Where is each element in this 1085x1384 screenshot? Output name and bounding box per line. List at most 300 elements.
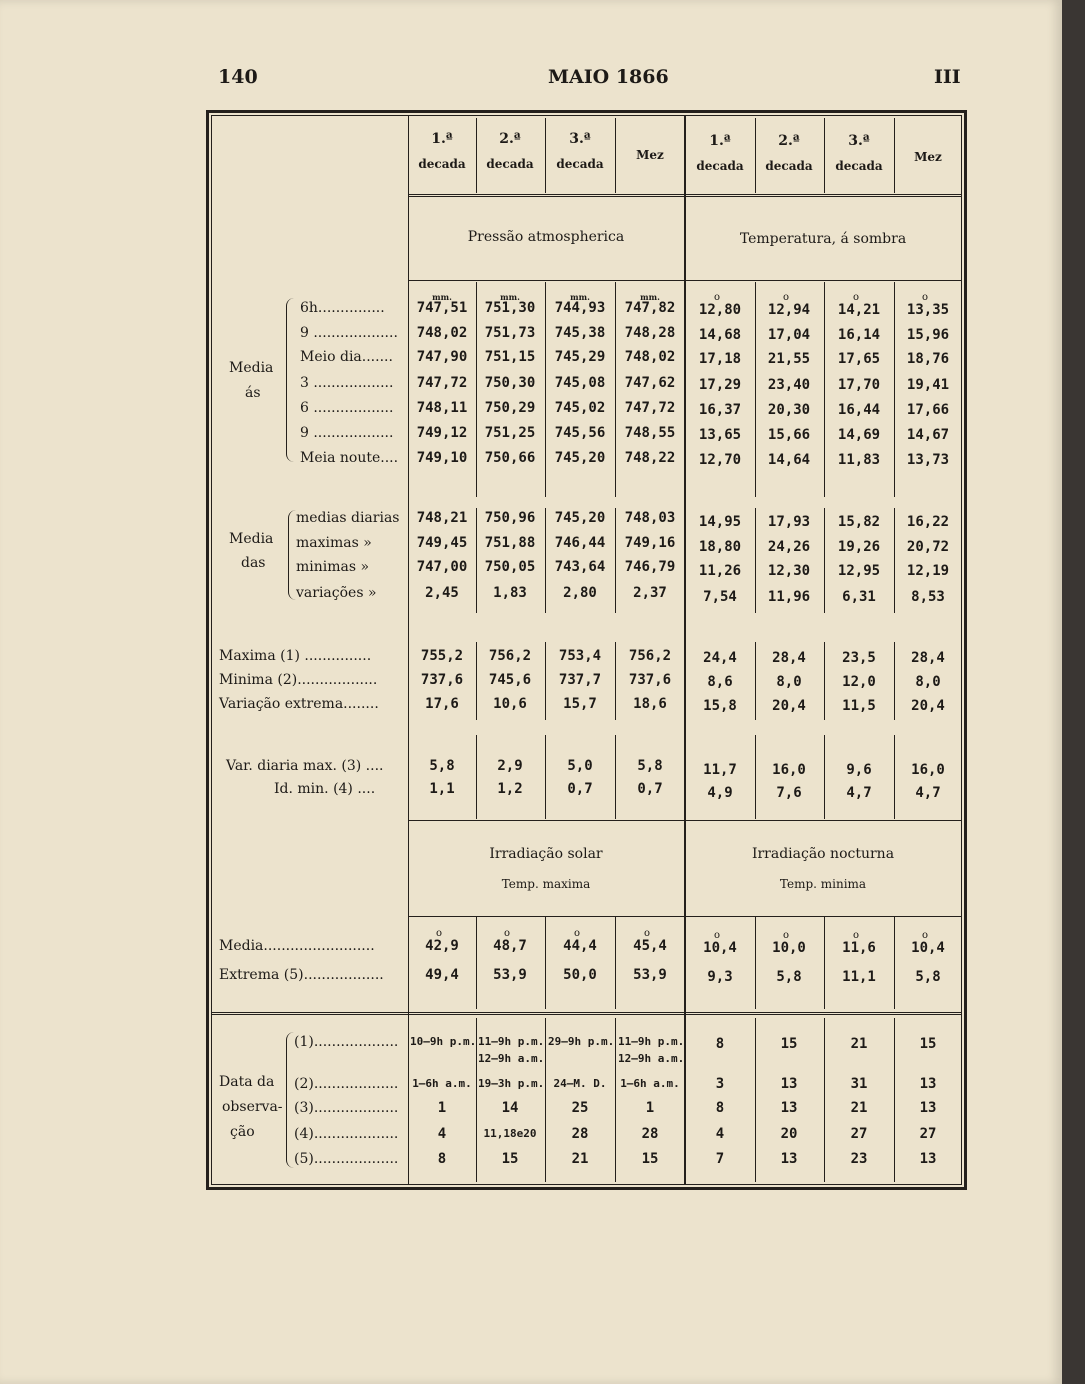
pressure-cell: 756,2 <box>628 648 672 664</box>
pressure-cell: 751,88 <box>484 535 536 551</box>
pressure-cell: 737,7 <box>558 672 602 688</box>
column-divider <box>894 735 895 819</box>
section-title-pressure: Pressão atmospherica <box>467 229 625 245</box>
page-title: MAIO 1866 <box>548 66 669 88</box>
column-divider <box>545 642 546 720</box>
date-cell: 15 <box>919 1036 937 1052</box>
date-cell: 11–9h p.m. <box>478 1035 545 1048</box>
temperature-cell: 18,80 <box>698 539 742 555</box>
date-cell: 20 <box>780 1126 798 1142</box>
pressure-cell: 5,8 <box>637 758 663 774</box>
temperature-cell: 17,70 <box>837 377 881 393</box>
pressure-cell: 751,73 <box>484 325 536 341</box>
temperature-cell: 20,72 <box>906 539 950 555</box>
degree-mark: o <box>783 292 790 303</box>
row-label: 9 ................... <box>300 325 398 341</box>
date-cell: 21 <box>571 1151 589 1167</box>
column-divider <box>476 1018 477 1182</box>
temperature-cell: 14,95 <box>698 514 742 530</box>
column-divider <box>894 642 895 720</box>
pressure-cell: 2,45 <box>425 585 459 601</box>
date-cell: 31 <box>850 1076 868 1092</box>
pressure-cell: 1,83 <box>493 585 527 601</box>
solar-cell: 49,4 <box>425 967 459 983</box>
row-label: (5)................... <box>294 1151 399 1167</box>
temperature-cell: 12,70 <box>698 452 742 468</box>
nocturnal-cell: 10,0 <box>772 940 806 956</box>
row-label: 6 .................. <box>300 400 394 416</box>
pressure-cell: 756,2 <box>488 648 532 664</box>
date-cell: 27 <box>919 1126 937 1142</box>
pressure-cell: 749,12 <box>416 425 468 441</box>
temperature-cell: 8,53 <box>911 589 945 605</box>
degree-mark: o <box>714 292 721 303</box>
column-heading: 3.ª <box>569 131 591 147</box>
temperature-cell: 20,30 <box>767 402 811 418</box>
column-divider <box>476 642 477 720</box>
column-divider <box>824 282 825 497</box>
section-divider <box>684 115 686 1185</box>
row-label: 9 .................. <box>300 425 394 441</box>
temperature-cell: 15,82 <box>837 514 881 530</box>
date-cell: 13 <box>780 1100 798 1116</box>
solar-cell: 42,9 <box>425 938 459 954</box>
degree-mark: o <box>714 930 721 941</box>
section-rule <box>408 820 962 821</box>
temperature-cell: 13,73 <box>906 452 950 468</box>
temperature-cell: 12,95 <box>837 563 881 579</box>
pressure-cell: 737,6 <box>420 672 464 688</box>
column-divider <box>545 1018 546 1182</box>
row-group-label: ás <box>245 385 261 401</box>
column-divider <box>755 642 756 720</box>
section-title-temperature: Temperatura, á sombra <box>739 231 907 247</box>
nocturnal-cell: 10,4 <box>703 940 737 956</box>
page-number: 140 <box>218 66 258 88</box>
pressure-cell: 747,62 <box>624 375 676 391</box>
pressure-cell: 750,96 <box>484 510 536 526</box>
temperature-cell: 12,30 <box>767 563 811 579</box>
row-label: (4)................... <box>294 1126 399 1142</box>
temperature-cell: 17,65 <box>837 351 881 367</box>
column-divider <box>894 917 895 1009</box>
pressure-cell: 751,25 <box>484 425 536 441</box>
column-heading: decada <box>556 157 604 171</box>
date-cell: 4 <box>437 1126 447 1142</box>
pressure-cell: 751,15 <box>484 349 536 365</box>
row-label: medias diarias <box>296 510 400 526</box>
row-label: Maxima (1) ............... <box>219 648 372 664</box>
date-cell: 10–9h p.m. <box>410 1035 477 1048</box>
pressure-cell: 747,72 <box>624 400 676 416</box>
row-label: 6h............... <box>300 300 385 316</box>
temperature-cell: 16,14 <box>837 327 881 343</box>
section-rule <box>408 280 962 281</box>
temperature-cell: 14,69 <box>837 427 881 443</box>
column-divider <box>824 508 825 613</box>
row-label: Extrema (5).................. <box>219 967 384 983</box>
column-divider <box>476 508 477 613</box>
pressure-cell: 746,79 <box>624 559 676 575</box>
pressure-cell: 745,20 <box>554 450 606 466</box>
row-group-label: Data da <box>219 1074 275 1090</box>
column-divider <box>615 508 616 613</box>
row-label: Id. min. (4) .... <box>274 781 376 797</box>
row-label: Media......................... <box>219 938 375 954</box>
pressure-cell: 750,05 <box>484 559 536 575</box>
date-cell: 13 <box>780 1076 798 1092</box>
column-divider <box>615 735 616 819</box>
temperature-cell: 12,80 <box>698 302 742 318</box>
brace <box>286 1032 295 1168</box>
temperature-cell: 4,9 <box>707 785 733 801</box>
solar-cell: 45,4 <box>633 938 667 954</box>
date-cell: 1–6h a.m. <box>412 1077 472 1090</box>
degree-mark: o <box>783 930 790 941</box>
temperature-cell: 4,7 <box>915 785 941 801</box>
date-cell: 28 <box>571 1126 589 1142</box>
pressure-cell: 745,29 <box>554 349 606 365</box>
temperature-cell: 15,8 <box>703 698 737 714</box>
pressure-cell: 5,0 <box>567 758 593 774</box>
column-divider <box>615 282 616 497</box>
column-divider <box>615 1018 616 1182</box>
temperature-cell: 14,67 <box>906 427 950 443</box>
nocturnal-cell: 11,1 <box>842 969 876 985</box>
date-cell: 15 <box>641 1151 659 1167</box>
date-cell: 13 <box>919 1100 937 1116</box>
pressure-cell: 18,6 <box>633 696 667 712</box>
column-heading: 2.ª <box>499 131 521 147</box>
column-divider-head <box>476 118 477 193</box>
column-divider-head <box>894 118 895 193</box>
temperature-cell: 28,4 <box>911 650 945 666</box>
section-title-solar: Irradiação solar <box>489 846 603 862</box>
column-divider-head <box>755 118 756 193</box>
pressure-cell: 2,37 <box>633 585 667 601</box>
temperature-cell: 16,0 <box>772 762 806 778</box>
temperature-cell: 17,66 <box>906 402 950 418</box>
pressure-cell: 751,30 <box>484 300 536 316</box>
column-heading: Mez <box>636 148 664 162</box>
pressure-cell: 748,22 <box>624 450 676 466</box>
temperature-cell: 19,26 <box>837 539 881 555</box>
column-divider <box>545 508 546 613</box>
date-cell: 14 <box>501 1100 519 1116</box>
pressure-cell: 0,7 <box>637 781 663 797</box>
column-divider <box>476 917 477 1009</box>
date-cell: 15 <box>501 1151 519 1167</box>
temperature-cell: 15,66 <box>767 427 811 443</box>
temperature-cell: 14,68 <box>698 327 742 343</box>
pressure-cell: 747,00 <box>416 559 468 575</box>
column-divider <box>894 282 895 497</box>
column-divider <box>824 917 825 1009</box>
temperature-cell: 21,55 <box>767 351 811 367</box>
pressure-cell: 744,93 <box>554 300 606 316</box>
date-cell: 11–9h p.m. <box>618 1035 685 1048</box>
temperature-cell: 11,83 <box>837 452 881 468</box>
temperature-cell: 11,26 <box>698 563 742 579</box>
temperature-cell: 13,65 <box>698 427 742 443</box>
solar-cell: 48,7 <box>493 938 527 954</box>
pressure-cell: 745,38 <box>554 325 606 341</box>
pressure-cell: 745,08 <box>554 375 606 391</box>
pressure-cell: 747,82 <box>624 300 676 316</box>
temperature-cell: 18,76 <box>906 351 950 367</box>
column-divider <box>755 917 756 1009</box>
pressure-cell: 17,6 <box>425 696 459 712</box>
row-label: (1)................... <box>294 1034 399 1050</box>
pressure-cell: 750,30 <box>484 375 536 391</box>
pressure-cell: 737,6 <box>628 672 672 688</box>
column-heading: decada <box>835 159 883 173</box>
unit-mm: mm. <box>500 292 520 302</box>
temperature-cell: 11,5 <box>842 698 876 714</box>
temperature-cell: 12,94 <box>767 302 811 318</box>
pressure-cell: 5,8 <box>429 758 455 774</box>
solar-cell: 50,0 <box>563 967 597 983</box>
pressure-cell: 748,11 <box>416 400 468 416</box>
pressure-cell: 0,7 <box>567 781 593 797</box>
column-heading: Mez <box>914 150 942 164</box>
date-cell: 15 <box>780 1036 798 1052</box>
temperature-cell: 13,35 <box>906 302 950 318</box>
pressure-cell: 743,64 <box>554 559 606 575</box>
column-heading: 3.ª <box>848 133 870 149</box>
row-label: maximas » <box>296 535 372 551</box>
nocturnal-cell: 9,3 <box>707 969 733 985</box>
temperature-cell: 16,37 <box>698 402 742 418</box>
temperature-cell: 7,6 <box>776 785 802 801</box>
degree-mark: o <box>922 292 929 303</box>
column-divider <box>755 508 756 613</box>
temperature-cell: 8,0 <box>915 674 941 690</box>
degree-mark: o <box>436 928 443 939</box>
temperature-cell: 24,4 <box>703 650 737 666</box>
section-rule <box>408 916 962 917</box>
row-label: Meia noute.... <box>300 450 399 466</box>
pressure-cell: 748,02 <box>624 349 676 365</box>
temperature-cell: 12,0 <box>842 674 876 690</box>
pressure-cell: 748,02 <box>416 325 468 341</box>
pressure-cell: 748,55 <box>624 425 676 441</box>
temperature-cell: 24,26 <box>767 539 811 555</box>
pressure-cell: 10,6 <box>493 696 527 712</box>
row-group-label: das <box>241 555 266 571</box>
pressure-cell: 2,9 <box>497 758 523 774</box>
column-heading: decada <box>696 159 744 173</box>
row-group-label: ção <box>230 1124 255 1140</box>
temperature-cell: 14,21 <box>837 302 881 318</box>
nocturnal-cell: 11,6 <box>842 940 876 956</box>
pressure-cell: 1,1 <box>429 781 455 797</box>
pressure-cell: 749,16 <box>624 535 676 551</box>
brace <box>286 298 295 462</box>
temperature-cell: 17,18 <box>698 351 742 367</box>
column-divider <box>755 282 756 497</box>
nocturnal-cell: 10,4 <box>911 940 945 956</box>
temperature-cell: 9,6 <box>846 762 872 778</box>
column-divider <box>545 735 546 819</box>
row-label: Var. diaria max. (3) .... <box>226 758 384 774</box>
date-cell: 1 <box>437 1100 447 1116</box>
temperature-cell: 19,41 <box>906 377 950 393</box>
date-cell: 8 <box>715 1036 725 1052</box>
pressure-cell: 745,20 <box>554 510 606 526</box>
temperature-cell: 20,4 <box>911 698 945 714</box>
unit-mm: mm. <box>432 292 452 302</box>
date-cell: 21 <box>850 1100 868 1116</box>
pressure-cell: 747,51 <box>416 300 468 316</box>
temperature-cell: 7,54 <box>703 589 737 605</box>
degree-mark: o <box>504 928 511 939</box>
date-cell: 21 <box>850 1036 868 1052</box>
date-cell: 24–M. D. <box>553 1077 607 1090</box>
row-label: (3)................... <box>294 1100 399 1116</box>
temperature-cell: 20,4 <box>772 698 806 714</box>
column-divider <box>824 1018 825 1182</box>
brace <box>288 510 297 600</box>
pressure-cell: 750,29 <box>484 400 536 416</box>
date-cell: 13 <box>780 1151 798 1167</box>
unit-mm: mm. <box>570 292 590 302</box>
pressure-cell: 746,44 <box>554 535 606 551</box>
row-group-label: Media <box>229 531 274 547</box>
column-divider-head <box>615 118 616 193</box>
temperature-cell: 6,31 <box>842 589 876 605</box>
row-group-label: Media <box>229 360 274 376</box>
column-divider <box>615 642 616 720</box>
temperature-cell: 16,44 <box>837 402 881 418</box>
pressure-cell: 2,80 <box>563 585 597 601</box>
row-label: Variação extrema........ <box>219 696 379 712</box>
pressure-cell: 748,21 <box>416 510 468 526</box>
column-heading: decada <box>765 159 813 173</box>
date-cell: 12–9h a.m. <box>478 1052 545 1065</box>
row-label: minimas » <box>296 559 370 575</box>
date-cell: 12–9h a.m. <box>618 1052 685 1065</box>
temperature-cell: 16,22 <box>906 514 950 530</box>
degree-mark: o <box>574 928 581 939</box>
date-cell: 19–3h p.m. <box>478 1077 545 1090</box>
pressure-cell: 753,4 <box>558 648 602 664</box>
column-heading: 2.ª <box>778 133 800 149</box>
temperature-cell: 11,7 <box>703 762 737 778</box>
date-cell: 25 <box>571 1100 589 1116</box>
column-heading: decada <box>486 157 534 171</box>
pressure-cell: 749,10 <box>416 450 468 466</box>
section-subtitle-nocturnal: Temp. minima <box>779 877 867 891</box>
pressure-cell: 745,6 <box>488 672 532 688</box>
solar-cell: 53,9 <box>633 967 667 983</box>
date-cell: 1–6h a.m. <box>620 1077 680 1090</box>
degree-mark: o <box>644 928 651 939</box>
row-label: variações » <box>296 585 377 601</box>
column-divider <box>755 735 756 819</box>
nocturnal-cell: 5,8 <box>915 969 941 985</box>
column-divider <box>894 508 895 613</box>
column-divider <box>545 282 546 497</box>
column-divider <box>894 1018 895 1182</box>
temperature-cell: 28,4 <box>772 650 806 666</box>
header-rule <box>408 194 962 197</box>
temperature-cell: 8,6 <box>707 674 733 690</box>
date-cell: 8 <box>715 1100 725 1116</box>
nocturnal-cell: 5,8 <box>776 969 802 985</box>
pressure-cell: 1,2 <box>497 781 523 797</box>
table-number: III <box>934 66 961 88</box>
temperature-cell: 17,93 <box>767 514 811 530</box>
column-divider <box>545 917 546 1009</box>
date-cell: 4 <box>715 1126 725 1142</box>
temperature-cell: 11,96 <box>767 589 811 605</box>
row-label: 3 .................. <box>300 375 394 391</box>
date-cell: 13 <box>919 1151 937 1167</box>
column-divider <box>824 735 825 819</box>
date-cell: 1 <box>645 1100 655 1116</box>
pressure-cell: 747,72 <box>416 375 468 391</box>
date-cell: 29–9h p.m. <box>548 1035 615 1048</box>
pressure-cell: 755,2 <box>420 648 464 664</box>
date-cell: 28 <box>641 1126 659 1142</box>
column-divider <box>824 642 825 720</box>
solar-cell: 53,9 <box>493 967 527 983</box>
temperature-cell: 12,19 <box>906 563 950 579</box>
column-divider <box>755 1018 756 1182</box>
row-group-label: observa- <box>222 1099 283 1115</box>
date-cell: 27 <box>850 1126 868 1142</box>
date-cell: 7 <box>715 1151 725 1167</box>
temperature-cell: 14,64 <box>767 452 811 468</box>
temperature-cell: 15,96 <box>906 327 950 343</box>
pressure-cell: 748,03 <box>624 510 676 526</box>
degree-mark: o <box>922 930 929 941</box>
date-cell: 3 <box>715 1076 725 1092</box>
pressure-cell: 745,02 <box>554 400 606 416</box>
temperature-cell: 23,5 <box>842 650 876 666</box>
temperature-cell: 4,7 <box>846 785 872 801</box>
pressure-cell: 745,56 <box>554 425 606 441</box>
temperature-cell: 23,40 <box>767 377 811 393</box>
column-heading: 1.ª <box>709 133 731 149</box>
column-divider <box>476 282 477 497</box>
temperature-cell: 16,0 <box>911 762 945 778</box>
date-cell: 8 <box>437 1151 447 1167</box>
temperature-cell: 17,04 <box>767 327 811 343</box>
date-cell: 13 <box>919 1076 937 1092</box>
pressure-cell: 747,90 <box>416 349 468 365</box>
pressure-cell: 15,7 <box>563 696 597 712</box>
pressure-cell: 749,45 <box>416 535 468 551</box>
degree-mark: o <box>853 292 860 303</box>
section-title-nocturnal: Irradiação nocturna <box>751 846 895 862</box>
column-heading: decada <box>418 157 466 171</box>
section-rule <box>211 1012 962 1015</box>
pressure-cell: 750,66 <box>484 450 536 466</box>
column-heading: 1.ª <box>431 131 453 147</box>
date-cell: 23 <box>850 1151 868 1167</box>
column-divider <box>615 917 616 1009</box>
row-label: Meio dia....... <box>300 349 393 365</box>
row-label: Minima (2).................. <box>219 672 378 688</box>
degree-mark: o <box>853 930 860 941</box>
section-subtitle-solar: Temp. maxima <box>501 877 591 891</box>
unit-mm: mm. <box>640 292 660 302</box>
column-divider-head <box>545 118 546 193</box>
pressure-cell: 748,28 <box>624 325 676 341</box>
temperature-cell: 17,29 <box>698 377 742 393</box>
